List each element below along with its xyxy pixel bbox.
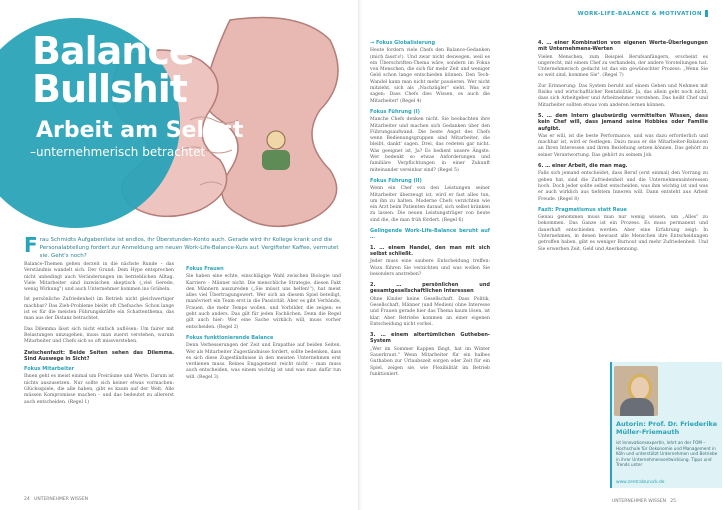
- left-column-2: [186, 262, 341, 385]
- section-header: [358, 10, 708, 17]
- section-title: WORK-LIFE-BALANCE & MOTIVATION: [577, 11, 702, 17]
- list-item-heading: 6. … einer Arbeit, die man mag.: [538, 163, 628, 170]
- author-bio: ist Innovationsexpertin, lehrt an der FOM – Hochschule für Oekonomie und Management in Köln und unterstützt Unternehmen und Betriebe in ihrer Unternehmensentwicklung. Tipps und Trends unter: [616, 440, 718, 468]
- page-footer-right: [612, 499, 676, 504]
- hero-illustration: [0, 0, 360, 262]
- right-column-2: [538, 36, 708, 257]
- paragraph: Was er will, ist die beste Performance, und was dazu erforderlich und machbar ist, wird er festlegen. Dazu muss er die Mitarbeiter-Balancen an Ihren Interessen und ihren Beziehung setzen können. Das gehört zu seiner Verantwortung. Das gehört zu seinem Job.: [538, 133, 708, 158]
- paragraph: Wenn ein Chef von den Leistungen seiner Mitarbeiter überzeugt ist, wird er fast alles tun, um ihn zu halten. Moderne Chefs verzichten wie ein Arzt beim Patienten darauf, sich selbst kränken zu lassen. Die neuen Leistungsträger von heute sind die, die man früh fördert. (Regel 6): [370, 186, 490, 223]
- author-link[interactable]: www.zentralzuruck.de: [616, 480, 665, 485]
- subheading: Gelingende Work-Life-Balance beruht auf …: [370, 228, 490, 241]
- list-item-heading: 4. … einer Kombination von eigenen Werte-Überlegungen mit Unternehmens-Werten: [538, 40, 708, 53]
- paragraph: Sie haben eine echte, einschlägige Wahl zwischen Biologie und Karriere – Männer nicht. Die menschliche Strategie, diesen Fakt den Männern auszureden („Sie müsst uns helfen!"), hat meist alles viel Übertragungswert. Wer sich an diesem Spiel beteiligt, manövriert ein Team erst in die Passivität. Aber es gibt Verbände, Frauen, die mehr Tempo wollen, und Vorbilder, die zeigen: es geht auch anders. Das gilt für jeden Fachlichen. Denn die Regel gilt auch hier: Wer eine Sache wirklich will, muss vorher entscheiden. (Regel 2): [186, 274, 341, 330]
- paragraph: Jeder muss eine saubere Entscheidung treffen: Wozu führen Sie verzichten und was wollen Sie besonders anstreben?: [370, 259, 490, 277]
- author-box: [610, 362, 722, 488]
- author-photo: [614, 366, 658, 416]
- list-item-heading: 3. … einem altertümlichen Gutheben-System: [370, 332, 490, 345]
- magazine-name: UNTERNEHMER WISSEN: [34, 497, 88, 502]
- paragraph: Falls sich jemand entscheidet, dass Beruf (erst einmal) den Vorrang zu geben hat, sind die Zufriedenheit und die Unternehmensinteressen hoch. Doch jeder sollte selbst entscheiden, was ihm wichtig ist und was er auch wirklich aus tiefstem Inneren will. Dann entsteht aus Arbeit Freude. (Regel 8): [538, 171, 708, 202]
- list-item-heading: 1. … einem Handel, den man mit sich selbst schließt.: [370, 244, 490, 257]
- page-number: 24: [24, 497, 30, 502]
- subheading: Fokus Führung (I): [370, 108, 420, 115]
- headline-subtitle: Arbeit am Selbst: [36, 118, 244, 143]
- intro-paragraph: [24, 233, 342, 260]
- headline-title: Balance Bullshit: [32, 29, 194, 111]
- subheading: Fokus funktionierende Balance: [186, 334, 274, 341]
- page-footer-left: [24, 497, 88, 502]
- paragraph: Genau genommen muss man nur wenig wissen, um „Alles" zu bekommen. Das Ganze ist ein Prozess. Es muss permanent und dauerhaft entschieden werden. Aber eine Erfahrung zeigt: In Unternehmen, in denen bewusst alle Menschen ihre Entscheidungen getroffen haben, gibt es weniger Burnout und mehr Zufriedenheit. Und Sie erwerben Zeit, Geld und Anerkennung.: [538, 215, 708, 252]
- left-column-1: [24, 262, 174, 410]
- paragraph: Ist persönliche Zufriedenheit im Betrieb nicht gleichwertiger machbar? Das Zieh-Probleme bleibt oft Chefsache: Schon lange ist es für die meisten Führungskräfte ein Schattenthema, das man aus der Distanz betrachtet.: [24, 297, 174, 322]
- paragraph: „Wer im Sommer Kappen fängt, hat im Winter Sauerkraut." Wenn Mitarbeiter für ein halbes Guthaben zur Urlaubszeit sorgen oder Zeit für ein Spiel, zeigen sie, wie Flexibilität im Betrieb funktioniert.: [370, 346, 490, 377]
- magazine-name: UNTERNEHMER WISSEN: [612, 499, 666, 504]
- subheading: → Fokus Globalisierung: [370, 40, 436, 46]
- author-title: Autorin: Prof. Dr. Friederike Müller-Friemauth: [616, 420, 718, 436]
- paragraph: Das Dilemma lässt sich nicht einfach auflösen: Um fairer mit Belastungen umzugehen, muss man zuerst verstehen, warum Mitarbeiter und Chefs sich so oft missverstehen.: [24, 326, 174, 345]
- list-item-heading: 5. … dem Intern glaubwürdig vermittelten Wissen, dass kein Chef will, dass jemand seine Hobbies oder Familie aufgibt.: [538, 112, 708, 132]
- paragraph: Balance-Themen gehen derzeit in die nächste Runde – das Verständnis wandelt sich. Der Grund: Dem Hype entsprechen nicht unbedingt auch Veränderungen im betrieblichen Alltag. Viele Mitarbeiter sind inzwischen skeptisch („viel Gerede, wenig Wirkung") und auch Unternehmer kommen ins Grübeln.: [24, 262, 174, 293]
- paragraph: Manche Chefs denken nicht. Sie beobachten ihre Mitarbeiter und machen sich Gedanken über den Führungsaufwand. Die beste Angst des Chefs wenn Bedienungsgruppen sind Mitarbeiter, die bleibt, dankt' sagen. Drei, das redeten gar nicht. Was geeignet ist, Ja? Es bedient unsere Ängste. Wer bedenkt so etwas Anforderungen und familiäre Verpflichtungen in einer Zukunft miteinander vereinbar sind? (Regel 5): [370, 117, 490, 173]
- right-column-1: [370, 36, 490, 382]
- subheading: Fazit: Pragmatismus statt Reue: [538, 206, 627, 213]
- paragraph: Heute fordern viele Chefs den Balance-Gedanken (mich fasst's!). Und zwar nicht deswegen, weil es ein Überschriften-Thema wäre, sondern im Fokus von Menschen, die sich für mehr Zeit und weniger Geld schon lange entschieden können. Den Tech-Wandel kann man nicht mehr pausieren. Wer nicht mitzieht, sich als „Nachzügler“ sieht. Was wir sagen: Dass Chefs dies Wissen, es auch die Mitarbeiter! (Regel 4): [370, 48, 490, 104]
- left-page: [0, 0, 360, 510]
- subheading: Fokus Führung (II): [370, 177, 422, 184]
- list-item-heading: 2. … persönlichen und gesamtgesellschaftlichen Interessen: [370, 282, 490, 295]
- paragraph: Vielen Menschen, zum Beispiel Berufsanfängern, erscheint es ungerecht, mit einem Chef zu verhandeln, der andere Vorstellungen hat. Unternehmerisch gedacht ist das ein gewünschter Prozess: „Wenn Sie so weit sind, kommen Sie". (Regel 7): [538, 54, 708, 79]
- paragraph: Denn Verbesserungen der Zeit und Empathie auf beiden Seiten. Wer als Mitarbeiter Zugeständnisse fordert, sollte bedenken, dass es sich diese Zugeständnisse in den meisten Unternehmen erst verdienen muss. Reines Engagement reicht nicht – man muss auch entscheiden, was einem wichtig ist und was man dafür tun will. (Regel 3): [186, 343, 341, 380]
- paragraph: Zur Erinnerung: Das System beruht auf einem Geben und Nehmen mit Risiko und wirtschaftlicher Rentabilität. Ja, das allein geht noch nicht, dass sich Arbeitgeber und Arbeitnehmer verstehen. Das heißt Chef und Mitarbeiter sollten etwas vom anderen lernen können.: [538, 83, 708, 108]
- paragraph: Ihnen geht es meist einmal um Freiräume und Werte. Darum ist nichts auszusetzen. Nur sollte sich keiner etwas vormachen: Glücksspiele, die alle haben, gibt es kaum auf der Welt. Alle müssen Kompromisse machen – und das bedeutet zu allererst auch entscheiden. (Regel 1): [24, 374, 174, 405]
- dropcap: F: [24, 233, 38, 257]
- subheading: Fokus Frauen: [186, 266, 224, 272]
- intro-text: rau Schmidts Aufgabenliste ist endlos, ihr Überstunden-Konto auch. Gerade wird ihr Kollege krank und die Personalabteilung fordert zur Anmeldung am neuen Work-Life-Balance-Kurs auf. Vergifteter Kaffee, vermutet sie. Geht's noch?: [39, 237, 339, 259]
- subheading: Fokus Mitarbeiter: [24, 366, 75, 373]
- headline-tagline: –unternehmerisch betrachtet: [30, 145, 206, 159]
- page-number: 25: [670, 499, 676, 504]
- paragraph: Ohne Kinder keine Gesellschaft. Dass Politik, Gesellschaft, Männer (und Medien) ohne Interesse und Frauen gerade hier das Thema kaum lösen, ist klar. Aber Betriebe kommen an einer eigenen Entscheidung nicht vorbei.: [370, 296, 490, 327]
- subheading: Zwischenfazit: Beide Seiten sehen das Dilemma. Sind Auswege in Sicht?: [24, 349, 174, 362]
